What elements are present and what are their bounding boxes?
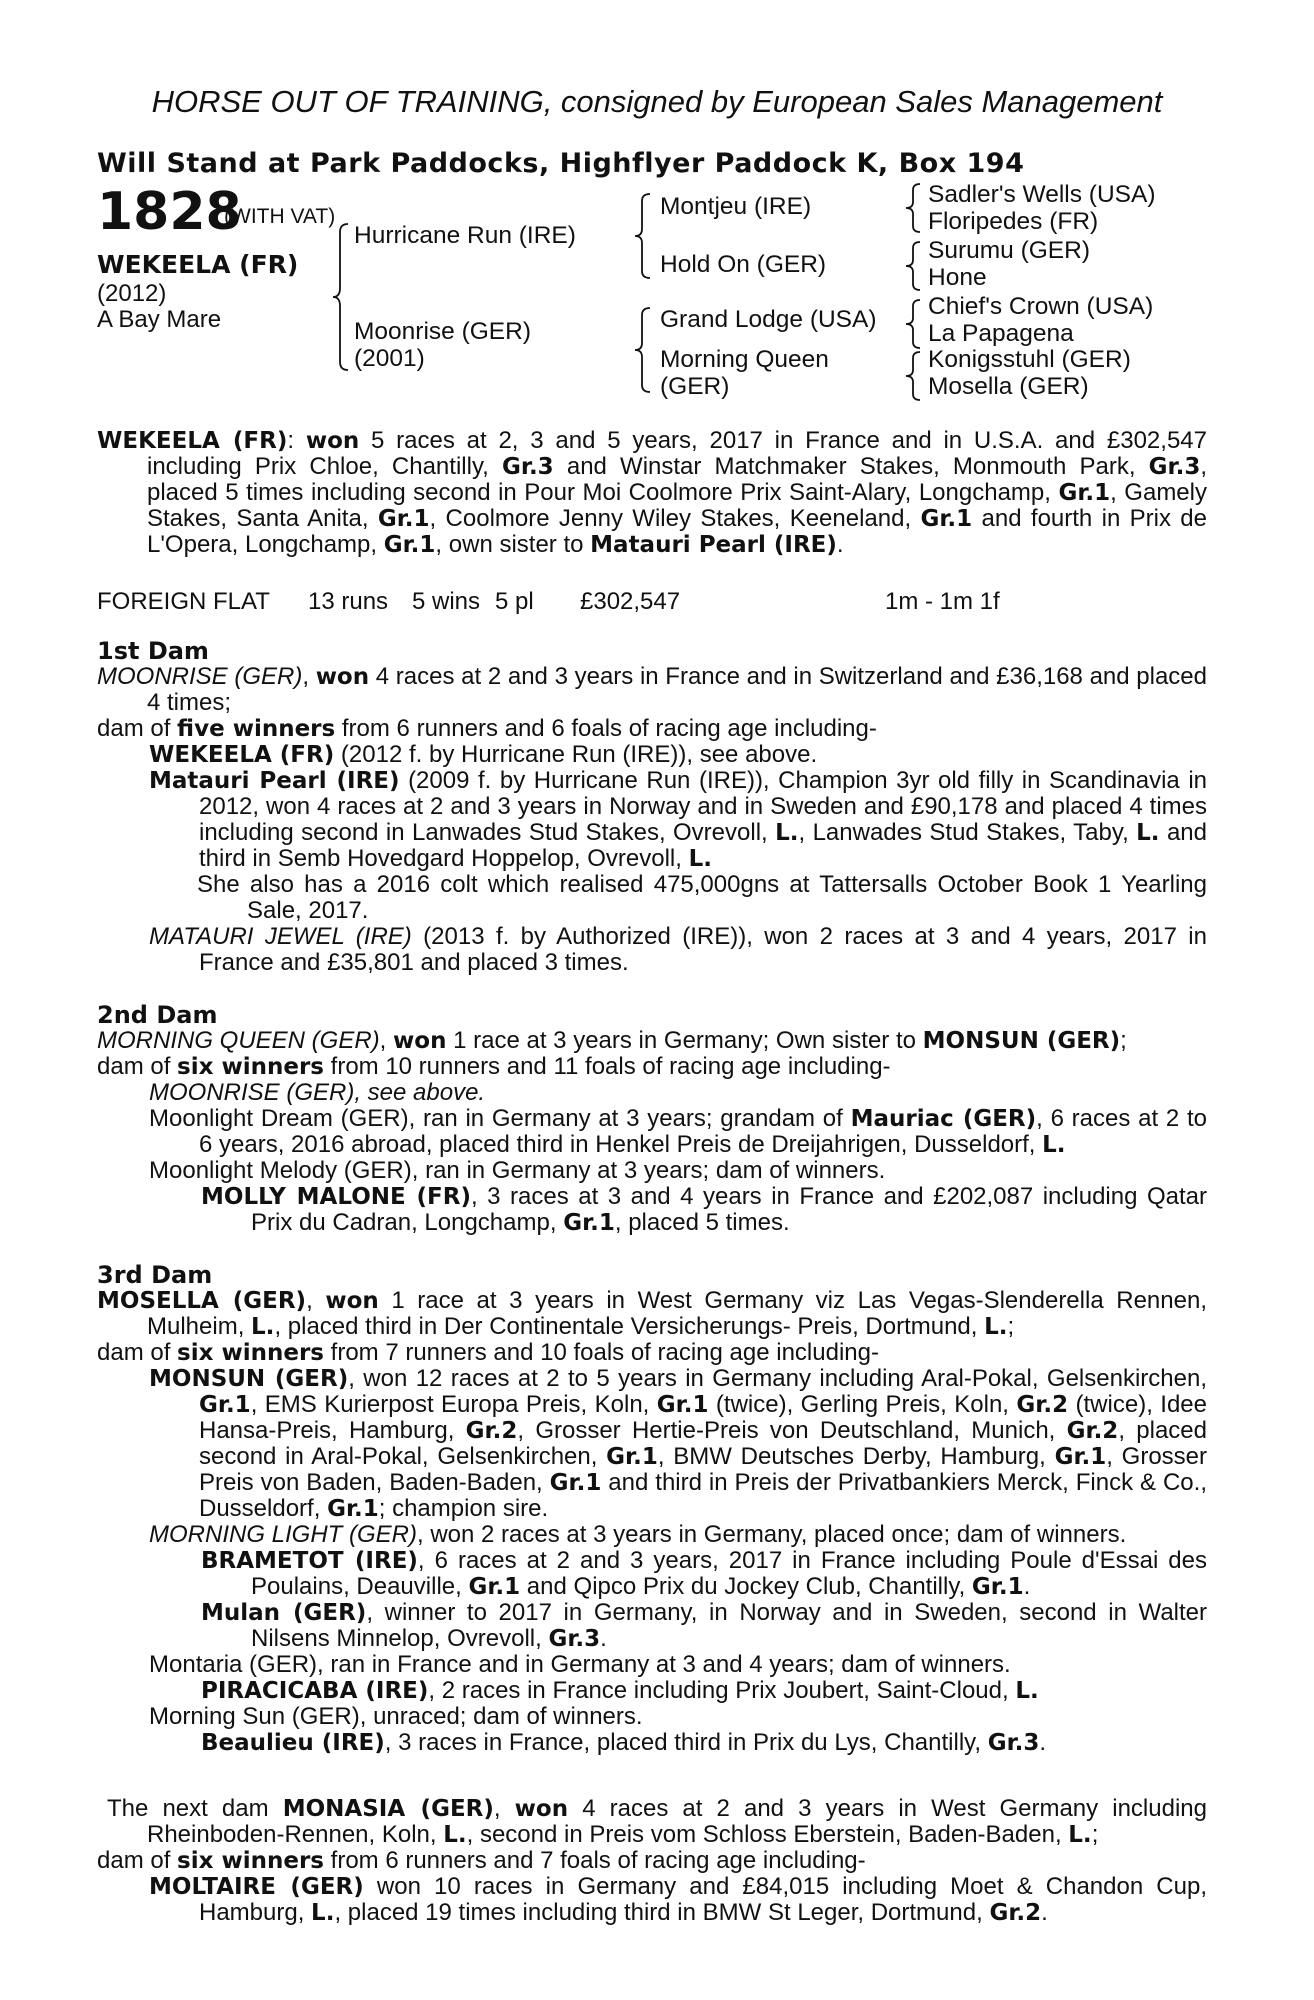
produce-name: MOONRISE (GER) <box>149 1079 355 1106</box>
horse-name: WEKEELA (FR) <box>97 250 299 279</box>
produce-entry <box>201 1548 1207 1600</box>
grade-label: Gr.2 <box>989 1900 1042 1926</box>
grade-label: Gr.1 <box>377 506 430 532</box>
listed-label: L. <box>1015 1678 1039 1704</box>
stats-category: FOREIGN FLAT <box>97 588 270 615</box>
second-dam-dam-of <box>97 1054 1207 1080</box>
lot-number: 1828 <box>97 182 242 242</box>
pedigree-sd-sire: Surumu (GER) <box>928 237 1091 264</box>
listed-label: L. <box>311 1900 335 1926</box>
pedigree-dam-dam: Morning Queen <box>660 346 829 373</box>
dam-summary-text: ; <box>1007 1313 1015 1340</box>
produce-text: (twice), Gerling Preis, Koln, <box>708 1391 1017 1418</box>
pedigree-brace-ss <box>904 182 922 234</box>
first-dam-dam-of <box>97 716 1207 742</box>
section-gap <box>97 976 1207 1002</box>
produce-text: Montaria (GER), ran in France and in Germany at 3 and 4 years; dam of winners. <box>149 1651 1011 1678</box>
produce-text: , Grosser Preis von Baden, Baden-Baden, <box>199 1443 1208 1496</box>
pedigree-ss-dam: Floripedes (FR) <box>928 208 1099 235</box>
grade-label: Gr.1 <box>920 506 973 532</box>
race-record-text: , own sister to <box>435 531 591 558</box>
grade-label: Gr.1 <box>563 1210 615 1236</box>
produce-text: . <box>600 1625 607 1652</box>
grade-label: Gr.1 <box>656 1392 709 1418</box>
pedigree-ds-dam: La Papagena <box>928 320 1074 347</box>
produce-text: , Grosser Hertie-Preis von Deutschland, Munich, <box>517 1417 1067 1444</box>
grade-label: Gr.2 <box>1066 1418 1119 1444</box>
sister-name: Matauri Pearl (IRE) <box>590 532 837 558</box>
pedigree-dam-dam-country: (GER) <box>660 373 730 400</box>
first-dam-summary: MOONRISE (GER), won 4 races at 2 and 3 years in France and in Switzerland and £36,168 and placed 4 times; <box>97 663 1208 716</box>
produce-text: , 3 races in France, placed third in Prix du Lys, Chantilly, <box>384 1729 988 1756</box>
race-record-won: won <box>305 428 360 454</box>
dam-of-text: dam of <box>97 1339 178 1366</box>
pedigree-brace-dam <box>634 306 652 394</box>
produce-text: Moonlight Dream (GER), ran in Germany at 3 years; grandam of <box>149 1105 851 1132</box>
next-dam-text: The next dam <box>107 1795 283 1822</box>
produce-text: (2009 f. by Hurricane Run (IRE)), Champion 3yr old filly in Scandinavia in 2012, won 4 races at 2 and 3 years in Norway and in Sweden and £90,178 and placed 4 times including second in Lanwades Stud Stakes, Ovrevoll, <box>199 767 1207 846</box>
produce-text: and third in Semb Hovedgard Hoppelop, Ovrevoll, <box>199 819 1208 872</box>
grandchild-name: Mauriac (GER) <box>850 1106 1037 1132</box>
produce-text: , BMW Deutsches Derby, Hamburg, <box>657 1443 1055 1470</box>
pedigree-dd-dam: Mosella (GER) <box>928 373 1089 400</box>
grade-label: Gr.3 <box>502 454 554 480</box>
produce-text: (2012 f. by Hurricane Run (IRE)), see above. <box>334 741 818 768</box>
produce-name: MOLTAIRE (GER) <box>149 1874 364 1900</box>
pedigree-brace-sire <box>634 192 652 280</box>
produce-entry <box>201 1600 1207 1652</box>
pedigree-ds-sire: Chief's Crown (USA) <box>928 293 1154 320</box>
produce-entry <box>149 768 1207 872</box>
next-dam-text: , second in Preis vom Schloss Eberstein, Baden-Baden, <box>466 1821 1069 1848</box>
sibling-name: MONSUN (GER) <box>922 1028 1121 1054</box>
stats-wins: 5 wins <box>412 588 481 615</box>
dam-summary-text: 1 race at 3 years in Germany; Own sister to <box>446 1027 923 1054</box>
produce-text: . <box>1041 1899 1048 1926</box>
dam-summary-text: ; <box>1120 1027 1127 1054</box>
produce-entry <box>149 1704 1207 1730</box>
grade-label: Gr.1 <box>1058 480 1111 506</box>
produce-entry <box>149 1874 1207 1926</box>
produce-text: , placed 5 times. <box>614 1209 790 1236</box>
produce-text: , see above. <box>354 1079 486 1106</box>
produce-entry <box>149 742 1207 768</box>
pedigree-sd-dam: Hone <box>928 264 987 291</box>
won-label: won <box>325 1288 379 1314</box>
produce-text: and Qipco Prix du Jockey Club, Chantilly, <box>520 1573 972 1600</box>
dam-of-text: from 10 runners and 11 foals of racing age including- <box>323 1053 891 1080</box>
consignor-line: HORSE OUT OF TRAINING, consigned by European Sales Management <box>151 84 1163 119</box>
listed-label: L. <box>984 1314 1008 1340</box>
produce-entry <box>201 1184 1207 1236</box>
section-gap <box>97 1756 1207 1796</box>
section-gap <box>97 1236 1207 1262</box>
race-record-paragraph: WEKEELA (FR): won 5 races at 2, 3 and 5 years, 2017 in France and in U.S.A. and £302,547 including Prix Chloe, Chantilly, Gr.3 and Winstar Matchmaker Stakes, Monmouth Park, Gr.3, placed 5 times including second in Pour Moi Coolmore Prix Saint-Alary, Longchamp, Gr.1, Gamely Stakes, Santa Anita, Gr.1, Coolmore Jenny Wiley Stakes, Keeneland, Gr.1 and fourth in Prix de L'Opera, Longchamp, Gr.1, own sister to Matauri Pearl (IRE). <box>97 427 1208 558</box>
produce-entry <box>149 1106 1207 1158</box>
listed-label: L. <box>1136 820 1160 846</box>
produce-text: , 2 races in France including Prix Joubert, Saint-Cloud, <box>428 1677 1016 1704</box>
pedigree-brace-sd <box>904 240 922 292</box>
produce-entry <box>201 1730 1207 1756</box>
second-dam-summary: MORNING QUEEN (GER), won 1 race at 3 years in Germany; Own sister to MONSUN (GER); <box>97 1027 1127 1054</box>
produce-name: BRAMETOT (IRE) <box>201 1548 418 1574</box>
produce-entry <box>149 1080 1207 1106</box>
produce-text: . <box>1039 1729 1047 1756</box>
grade-label: Gr.1 <box>383 532 436 558</box>
next-dam-text: ; <box>1091 1821 1099 1848</box>
produce-text: . <box>1023 1573 1031 1600</box>
produce-note <box>197 872 1207 924</box>
produce-name: MATAURI JEWEL (IRE) <box>149 923 412 950</box>
dam-of-text: from 7 runners and 10 foals of racing age including- <box>323 1339 879 1366</box>
horse-description: A Bay Mare <box>97 306 222 333</box>
produce-text: , 6 races at 2 and 3 years, 2017 in France including Poule d'Essai des Poulains, Deauville, <box>251 1547 1207 1600</box>
pedigree-brace-dd <box>904 350 922 402</box>
next-dam-text: 4 races at 2 and 3 years in West Germany including Rheinboden-Rennen, Koln, <box>147 1795 1207 1848</box>
produce-text: , winner to 2017 in Germany, in Norway and in Sweden, second in Walter Nilsens Minnelop, Ovrevoll, <box>251 1599 1208 1652</box>
produce-name: Beaulieu (IRE) <box>201 1730 385 1756</box>
dam-name: MONASIA (GER) <box>282 1796 494 1822</box>
produce-text: , placed 19 times including third in BMW St Leger, Dortmund, <box>334 1899 990 1926</box>
first-dam-heading: 1st Dam <box>97 637 209 665</box>
dam-name: MORNING QUEEN (GER) <box>97 1027 380 1054</box>
dam-name: MOSELLA (GER) <box>97 1288 307 1314</box>
dam-of-text: dam of <box>97 1053 178 1080</box>
pedigree-brace-main <box>332 222 350 372</box>
dam-summary-text: 1 race at 3 years in West Germany viz Las Vegas-Slenderella Rennen, Mulheim, <box>147 1287 1207 1340</box>
pedigree-dd-sire: Konigsstuhl (GER) <box>928 346 1131 373</box>
produce-record <box>97 638 1207 1926</box>
grade-label: Gr.2 <box>465 1418 518 1444</box>
produce-text: and third in Preis der Privatbankiers Merck, Finck & Co., Dusseldorf, <box>199 1469 1207 1522</box>
race-record-horse: WEKEELA (FR) <box>97 428 288 454</box>
race-record-text: and fourth in Prix de L'Opera, Longchamp, <box>147 505 1208 558</box>
grade-label: Gr.1 <box>199 1392 251 1418</box>
listed-label: L. <box>688 846 712 872</box>
produce-text: Moonlight Melody (GER), ran in Germany at 3 years; dam of winners. <box>149 1157 886 1184</box>
winners-count: six winners <box>177 1848 324 1874</box>
next-dam-dam-of <box>97 1848 1207 1874</box>
grade-label: Gr.2 <box>1016 1392 1069 1418</box>
produce-entry <box>149 1522 1207 1548</box>
stats-earnings: £302,547 <box>580 588 681 615</box>
listed-label: L. <box>1042 1132 1066 1158</box>
produce-entry <box>201 1678 1207 1704</box>
third-dam-heading: 3rd Dam <box>97 1261 213 1289</box>
pedigree-dam: Moonrise (GER) <box>354 318 531 345</box>
dam-of-text: dam of <box>97 1847 178 1874</box>
listed-label: L. <box>443 1822 467 1848</box>
winners-count: six winners <box>177 1054 324 1080</box>
produce-entry <box>149 1158 1207 1184</box>
stats-placed: 5 pl <box>495 588 534 615</box>
dam-of-text: dam of <box>97 715 178 742</box>
stand-location: Will Stand at Park Paddocks, Highflyer Paddock K, Box 194 <box>97 148 1025 179</box>
dam-of-text: from 6 runners and 6 foals of racing age including- <box>335 715 877 742</box>
produce-name: MORNING LIGHT (GER) <box>149 1521 417 1548</box>
next-dam-summary: The next dam MONASIA (GER), won 4 races at 2 and 3 years in West Germany including Rheinboden-Rennen, Koln, L., second in Preis vom Schloss Eberstein, Baden-Baden, L.; <box>107 1795 1207 1848</box>
won-label: won <box>393 1028 447 1054</box>
grade-label: Gr.1 <box>1054 1444 1107 1470</box>
pedigree-dam-sire: Grand Lodge (USA) <box>660 306 877 333</box>
listed-label: L. <box>775 820 799 846</box>
stats-distance: 1m - 1m 1f <box>885 588 1000 615</box>
dam-of-text: from 6 runners and 7 foals of racing age including- <box>323 1847 866 1874</box>
pedigree-ss-sire: Sadler's Wells (USA) <box>928 181 1156 208</box>
dam-summary-text: 4 races at 2 and 3 years in France and in Switzerland and £36,168 and placed 4 times; <box>147 663 1208 716</box>
winners-count: five winners <box>177 716 336 742</box>
grade-label: Gr.1 <box>549 1470 602 1496</box>
produce-text: , placed second in Aral-Pokal, Gelsenkirchen, <box>199 1417 1207 1470</box>
listed-label: L. <box>1068 1822 1092 1848</box>
produce-name: PIRACICABA (IRE) <box>201 1678 429 1704</box>
race-record-text: and Winstar Matchmaker Stakes, Monmouth Park, <box>553 453 1149 480</box>
grade-label: Gr.1 <box>971 1574 1024 1600</box>
horse-year: (2012) <box>97 280 167 307</box>
produce-text: , 6 races at 2 to 6 years, 2016 abroad, placed third in Henkel Preis de Dreijahrigen, Dusseldorf, <box>199 1105 1208 1158</box>
produce-name: MOLLY MALONE (FR) <box>201 1184 471 1210</box>
pedigree-sire: Hurricane Run (IRE) <box>354 222 576 249</box>
produce-text: , 3 races at 3 and 4 years in France and £202,087 including Qatar Prix du Cadran, Longchamp, <box>251 1183 1207 1236</box>
pedigree-sire-dam: Hold On (GER) <box>660 251 827 278</box>
produce-text: , won 2 races at 3 years in Germany, placed once; dam of winners. <box>417 1521 1127 1548</box>
third-dam-summary: MOSELLA (GER), won 1 race at 3 years in West Germany viz Las Vegas-Slenderella Rennen, Mulheim, L., placed third in Der Continentale Versicherungs- Preis, Dortmund, L.; <box>97 1287 1207 1340</box>
stats-runs: 13 runs <box>308 588 389 615</box>
produce-text: ; champion sire. <box>378 1495 549 1522</box>
race-record-text: , Coolmore Jenny Wiley Stakes, Keeneland, <box>429 505 921 532</box>
third-dam-dam-of <box>97 1340 1207 1366</box>
dam-summary-text: , placed third in Der Continentale Versicherungs- Preis, Dortmund, <box>274 1313 985 1340</box>
pedigree-dam-year: (2001) <box>354 345 425 372</box>
produce-text: Morning Sun (GER), unraced; dam of winners. <box>149 1703 643 1730</box>
grade-label: Gr.1 <box>606 1444 658 1470</box>
race-record-text: , placed 5 times including second in Pour Moi Coolmore Prix Saint-Alary, Longchamp, <box>147 453 1207 506</box>
race-record-text: , Gamely Stakes, Santa Anita, <box>147 479 1207 532</box>
vat-note: (WITH VAT) <box>224 205 336 228</box>
produce-name: Matauri Pearl (IRE) <box>149 768 400 794</box>
race-record <box>97 428 1207 558</box>
produce-text: (2013 f. by Authorized (IRE)), won 2 races at 3 and 4 years, 2017 in France and £35,801 and placed 3 times. <box>199 923 1207 976</box>
produce-name: WEKEELA (FR) <box>149 742 335 768</box>
race-record-text: 5 races at 2, 3 and 5 years, 2017 in France and in U.S.A. and £302,547 including Prix Chloe, Chantilly, <box>147 427 1207 480</box>
race-record-text: . <box>836 531 844 558</box>
grade-label: Gr.3 <box>1148 454 1201 480</box>
produce-name: Mulan (GER) <box>201 1600 367 1626</box>
grade-label: Gr.3 <box>987 1730 1040 1756</box>
produce-text: , EMS Kurierpost Europa Preis, Koln, <box>250 1391 657 1418</box>
produce-name: MONSUN (GER) <box>149 1366 349 1392</box>
grade-label: Gr.3 <box>548 1626 601 1652</box>
produce-entry <box>149 924 1207 976</box>
produce-text: won 10 races in Germany and £84,015 including Moet & Chandon Cup, Hamburg, <box>199 1873 1207 1926</box>
dam-name: MOONRISE (GER) <box>97 663 303 690</box>
won-label: won <box>514 1796 569 1822</box>
pedigree-brace-ds <box>904 298 922 350</box>
listed-label: L. <box>251 1314 275 1340</box>
produce-entry <box>149 1366 1207 1522</box>
winners-count: six winners <box>177 1340 324 1366</box>
grade-label: Gr.1 <box>468 1574 521 1600</box>
pedigree-sire-sire: Montjeu (IRE) <box>660 193 812 220</box>
second-dam-heading: 2nd Dam <box>97 1001 218 1029</box>
produce-text: , Lanwades Stud Stakes, Taby, <box>798 819 1137 846</box>
produce-entry <box>149 1652 1207 1678</box>
produce-text: , won 12 races at 2 to 5 years in Germany including Aral-Pokal, Gelsenkirchen, <box>348 1365 1207 1392</box>
won-label: won <box>315 664 370 690</box>
grade-label: Gr.1 <box>327 1496 379 1522</box>
produce-text: (twice), Idee Hansa-Preis, Hamburg, <box>199 1391 1208 1444</box>
produce-note-text: She also has a 2016 colt which realised 475,000gns at Tattersalls October Book 1 Yearling Sale, 2017. <box>197 871 1207 924</box>
